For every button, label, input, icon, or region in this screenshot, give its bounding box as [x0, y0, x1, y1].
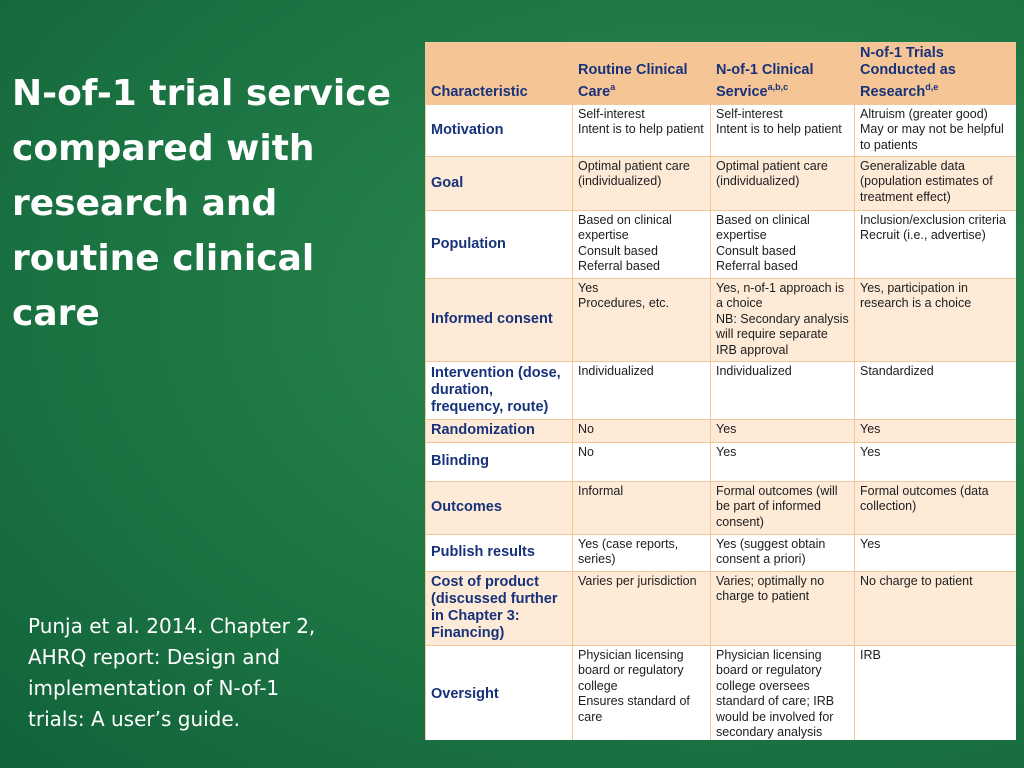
table-cell: [711, 481, 855, 534]
table-row: [426, 481, 1017, 534]
cell-text: Referral based: [716, 259, 798, 274]
table-row: [426, 104, 1017, 156]
cell-text: No: [578, 421, 594, 436]
cell-text: Ensures standard of care: [578, 694, 690, 724]
slide-title: N-of-1 trial service compared with research and routine clinical care: [12, 73, 391, 334]
table-cell: [711, 278, 855, 361]
cell-text: Yes: [860, 444, 881, 459]
cell-text: Yes: [860, 536, 881, 551]
table-row: [426, 361, 1017, 419]
table-cell: [855, 156, 1017, 210]
table-cell: [573, 104, 711, 156]
table-cell: [855, 534, 1017, 571]
cell-text: Informal: [578, 483, 624, 498]
row-characteristic: Blinding: [426, 442, 573, 481]
table-cell: [711, 442, 855, 481]
table-cell: [711, 645, 855, 740]
column-header: N-of-1 Trials Conducted as Research$^{d,e}$: [855, 43, 1017, 105]
cell-text: Yes (case reports, series): [578, 536, 679, 567]
table-row: [426, 442, 1017, 481]
table-row: [426, 278, 1017, 361]
cell-text: Formal outcomes (data collection): [860, 483, 989, 514]
table-cell: [855, 210, 1017, 278]
row-characteristic: Outcomes: [426, 481, 573, 534]
table-cell: [573, 645, 711, 740]
column-header: Characteristic: [426, 43, 573, 105]
table-cell: [855, 419, 1017, 442]
cell-text: Inclusion/exclusion criteria: [860, 212, 1006, 227]
cell-text: Yes: [716, 421, 737, 436]
header-row: [426, 43, 1017, 105]
table-cell: [855, 104, 1017, 156]
row-characteristic: Population: [426, 210, 573, 278]
table-cell: [573, 534, 711, 571]
comparison-table-panel: [425, 42, 1016, 740]
table-cell: [711, 571, 855, 645]
cell-text: Based on clinical expertise: [716, 212, 810, 243]
table-row: [426, 210, 1017, 278]
cell-text: Optimal patient care (individualized): [578, 158, 690, 189]
row-characteristic: Informed consent: [426, 278, 573, 361]
column-header: Routine Clinical Care$^a$: [573, 43, 711, 105]
row-characteristic: Intervention (dose, duration, frequency, route): [426, 361, 573, 419]
table-cell: [855, 442, 1017, 481]
cell-text: Formal outcomes (will be part of informed consent): [716, 483, 838, 529]
cell-text: Individualized: [716, 363, 792, 378]
cell-text: May or may not be helpful to patients: [860, 122, 1004, 152]
comparison-table: [425, 42, 1016, 740]
cell-text: Individualized: [578, 363, 654, 378]
cell-text: No: [578, 444, 594, 459]
table-cell: [573, 442, 711, 481]
cell-text: Recruit (i.e., advertise): [860, 228, 986, 243]
cell-text: Varies; optimally no charge to patient: [716, 573, 825, 604]
table-cell: [573, 419, 711, 442]
table-row: [426, 571, 1017, 645]
table-row: [426, 645, 1017, 740]
row-characteristic: Randomization: [426, 419, 573, 442]
row-characteristic: Goal: [426, 156, 573, 210]
table-row: [426, 419, 1017, 442]
cell-text: Optimal patient care (individualized): [716, 158, 828, 189]
row-characteristic: Motivation: [426, 104, 573, 156]
cell-text: Yes: [716, 444, 737, 459]
cell-text: Consult based: [716, 243, 796, 258]
table-cell: [855, 361, 1017, 419]
table-cell: [711, 156, 855, 210]
column-header: N-of-1 Clinical Service$^{a,b,c}$: [711, 43, 855, 105]
cell-text: Procedures, etc.: [578, 296, 670, 311]
table-body: [426, 104, 1017, 740]
table-cell: [573, 156, 711, 210]
cell-text: Intent is to help patient: [716, 122, 842, 137]
cell-text: Consult based: [578, 243, 658, 258]
row-characteristic: Oversight: [426, 645, 573, 740]
table-cell: [573, 361, 711, 419]
cell-text: Physician licensing board or regulatory college: [578, 647, 684, 693]
table-cell: [855, 481, 1017, 534]
cell-text: No charge to patient: [860, 573, 973, 588]
table-cell: [855, 645, 1017, 740]
cell-text: IRB: [860, 647, 881, 662]
cell-text: Yes: [860, 421, 881, 436]
cell-text: Yes: [578, 280, 599, 295]
table-cell: [711, 419, 855, 442]
cell-text: NB: Secondary analysis will require separate IRB approval: [716, 311, 849, 357]
cell-text: Self-interest: [578, 106, 645, 121]
cell-text: Referral based: [578, 259, 660, 274]
cell-text: Physician licensing board or regulatory college oversees standard of care; IRB would be involved for secondary analysis: [716, 647, 835, 740]
table-row: [426, 156, 1017, 210]
cell-text: Yes, n-of-1 approach is a choice: [716, 280, 845, 311]
cell-text: Self-interest: [716, 106, 783, 121]
table-cell: [711, 534, 855, 571]
cell-text: Based on clinical expertise: [578, 212, 672, 243]
table-cell: [711, 210, 855, 278]
table-cell: [573, 278, 711, 361]
cell-text: Yes, participation in research is a choice: [860, 280, 972, 311]
table-cell: [573, 481, 711, 534]
table-cell: [573, 210, 711, 278]
citation: Punja et al. 2014. Chapter 2, AHRQ report: Design and implementation of N-of-1 trials: A user’s guide.: [28, 614, 316, 731]
table-cell: [711, 104, 855, 156]
cell-text: Yes (suggest obtain consent a priori): [716, 536, 826, 567]
table-cell: [711, 361, 855, 419]
cell-text: Standardized: [860, 363, 934, 378]
table-cell: [573, 571, 711, 645]
table-row: [426, 534, 1017, 571]
table-cell: [855, 278, 1017, 361]
cell-text: Varies per jurisdiction: [578, 573, 697, 588]
cell-text: Altruism (greater good): [860, 106, 988, 121]
table-cell: [855, 571, 1017, 645]
row-characteristic: Publish results: [426, 534, 573, 571]
cell-text: Intent is to help patient: [578, 122, 704, 137]
row-characteristic: Cost of product (discussed further in Chapter 3: Financing): [426, 571, 573, 645]
cell-text: Generalizable data (population estimates of treatment effect): [860, 158, 993, 204]
